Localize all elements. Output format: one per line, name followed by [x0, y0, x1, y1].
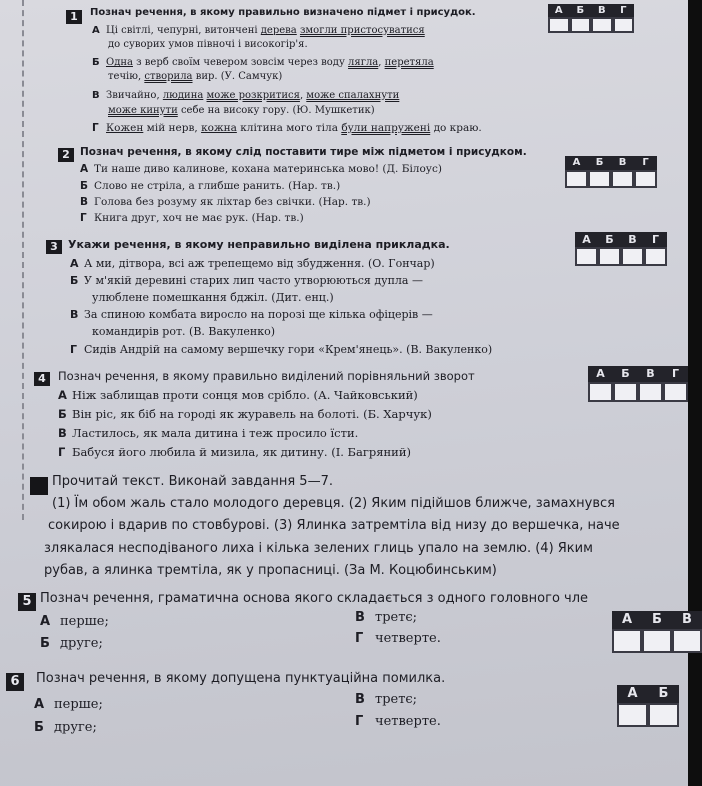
answer-grid: А Б В Г [565, 156, 657, 188]
answer-grid: А Б В Г [575, 232, 667, 266]
option-a[interactable]: А перше; [34, 697, 103, 712]
task-question: Познач речення, в якому слід поставити тире між підметом і присудком. [80, 146, 527, 158]
task-number: 4 [34, 372, 50, 386]
task-number: 1 [66, 10, 82, 24]
option-a[interactable]: А Ніж заблищав проти сонця мов срібло. (А. Чайковський) [58, 388, 418, 402]
option-b[interactable]: Б друге; [34, 720, 97, 735]
answer-grid: А Б В Г [588, 366, 688, 402]
cut-line [22, 0, 24, 520]
option-v[interactable]: В третє; [355, 692, 418, 707]
option-b[interactable]: Б Слово не стріла, а глибше ранить. (Нар. тв.) [80, 180, 341, 192]
option-b-cont: улюблене помешкання бджіл. (Дит. енц.) [92, 291, 334, 304]
text-line: злякалася несподіваного лиха і кілька зелених глиць упало на землю. (4) Яким [44, 541, 593, 556]
option-b[interactable]: Б Він ріс, як біб на городі як журавель на болоті. (Б. Харчук) [58, 407, 432, 421]
text-line: сокирою і вдарив по стовбурові. (3) Ялинка затремтіла від низу до вершечка, наче [48, 518, 620, 533]
option-g[interactable]: Г Кожен мій нерв, кожна клітина мого тіла були напружені до краю. [92, 122, 482, 134]
task-question: Познач речення, в якому допущена пунктуаційна помилка. [36, 671, 446, 686]
option-v-cont: може кинути себе на високу гору. (Ю. Мушкетик) [108, 105, 375, 116]
task-question: Познач речення, в якому правильно визначено підмет і присудок. [90, 7, 476, 18]
option-a[interactable]: А А ми, дітвора, всі аж трепещемо від збудження. (О. Гончар) [70, 257, 435, 270]
answer-grid: А Б В [612, 611, 702, 653]
text-line: рубав, а ялинка тремтіла, як у пропасниці. (За М. Коцюбинським) [44, 563, 497, 578]
answer-grid: А Б В Г [548, 4, 634, 33]
task-question: Познач речення, граматична основа якого складається з одного головного чле [40, 591, 589, 606]
task-question: Укажи речення, в якому неправильно виділена прикладка. [68, 238, 450, 251]
option-v[interactable]: В Звичайно, людина може розкритися, може спалахнути [92, 90, 400, 101]
option-g[interactable]: Г четверте. [355, 714, 441, 729]
option-v[interactable]: В Ластилось, як мала дитина і теж просило їсти. [58, 426, 359, 440]
option-b[interactable]: Б Одна з верб своїм чевером зовсім через воду лягла, перетяла [92, 57, 434, 68]
option-v[interactable]: В Голова без розуму як ліхтар без свічки. (Нар. тв.) [80, 196, 371, 208]
option-g[interactable]: Г Книга друг, хоч не має рук. (Нар. тв.) [80, 212, 304, 224]
option-a-cont: до суворих умов півночі і високогір'я. [108, 39, 308, 50]
option-g[interactable]: Г Сидів Андрій на самому вершечку гори «Крем'янець». (В. Вакуленко) [70, 343, 493, 356]
task-number: 5 [18, 593, 36, 611]
option-b[interactable]: Б друге; [40, 636, 103, 651]
option-a[interactable]: А перше; [40, 614, 109, 629]
task-question: Познач речення, в якому правильно виділений порівняльний зворот [58, 369, 475, 383]
text-heading: Прочитай текст. Виконай завдання 5—7. [52, 474, 333, 489]
option-a[interactable]: А Ці світлі, чепурні, витончені дерева змогли пристосуватися [92, 25, 425, 36]
task-number: 6 [6, 673, 24, 691]
option-v[interactable]: В третє; [355, 610, 418, 625]
text-line: (1) Їм обом жаль стало молодого деревця. (2) Яким підійшов ближче, замахнувся [52, 496, 615, 511]
option-v[interactable]: В За спиною комбата виросло на порозі ще кілька офіцерів — [70, 308, 433, 321]
block-marker [30, 477, 48, 495]
option-b[interactable]: Б У м'якій деревині старих лип часто утворюються дупла — [70, 274, 423, 287]
answer-grid: А Б [617, 685, 679, 727]
option-b-cont: течію, створила вир. (У. Самчук) [108, 71, 283, 82]
task-number: 3 [46, 240, 62, 254]
task-number: 2 [58, 148, 74, 162]
option-g[interactable]: Г четверте. [355, 631, 441, 646]
option-g[interactable]: Г Бабуся його любила й мизила, як дитину. (І. Багряний) [58, 445, 411, 459]
option-v-cont: командирів рот. (В. Вакуленко) [92, 325, 276, 338]
option-a[interactable]: А Ти наше диво калинове, кохана материнська мово! (Д. Білоус) [80, 163, 442, 175]
